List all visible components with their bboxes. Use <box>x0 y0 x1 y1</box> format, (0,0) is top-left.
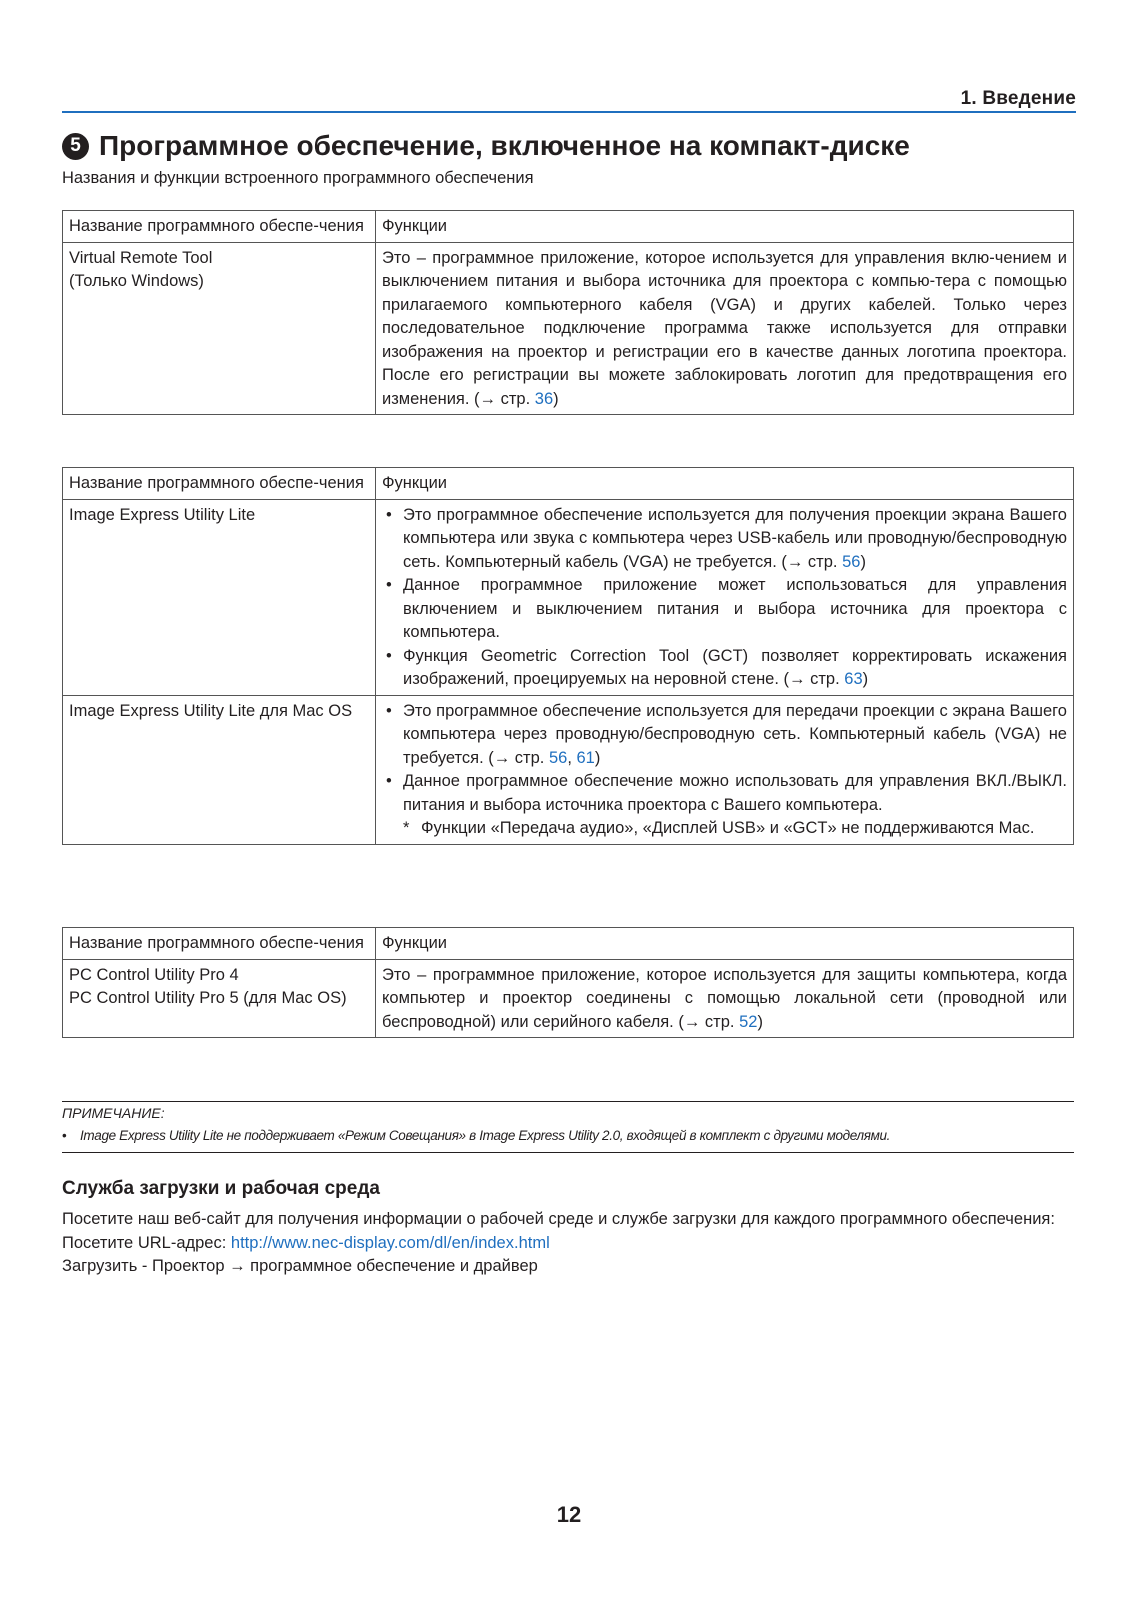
software-name: Virtual Remote Tool <box>69 248 213 267</box>
section-title: Программное обеспечение, включенное на компакт-диске <box>99 130 910 161</box>
name-column-header: Название программного обеспе-чения <box>63 211 376 243</box>
function-text: Это – программное приложение, которое используется для защиты компьютера, когда компьютер и проектор соединены с помощью локальной сети (проводной или беспроводной) или серийного кабеля. (→ стр. <box>382 965 1067 1031</box>
software-name: PC Control Utility Pro 4 <box>69 965 239 984</box>
page-number: 12 <box>556 1502 582 1527</box>
footnote <box>382 817 1067 841</box>
closing-paren: ) <box>860 552 866 571</box>
function-bullet <box>382 504 1067 575</box>
download-paragraph: Посетите наш веб-сайт для получения информации о рабочей среде и службе загрузки для каждого программного обеспечения: <box>62 1210 1055 1228</box>
table-row <box>63 959 1074 1038</box>
name-column-header: Название программного обеспе-чения <box>63 468 376 500</box>
note-bottom-rule <box>62 1152 1074 1153</box>
closing-paren: ) <box>553 389 559 408</box>
function-bullet <box>382 770 1067 817</box>
software-name: PC Control Utility Pro 5 (для Mac OS) <box>69 989 347 1007</box>
download-url-link[interactable]: http://www.nec-display.com/dl/en/index.html <box>230 1233 550 1252</box>
bullet-text: Данное программное обеспечение можно использовать для управления ВКЛ./ВЫКЛ. питания и выбора источника проектора с Вашего компьютера. <box>403 772 1067 814</box>
note-text <box>62 1128 890 1143</box>
software-name-qualifier: (Только Windows) <box>69 272 204 290</box>
software-table-3 <box>62 927 1074 1038</box>
functions-column-header: Функции <box>376 468 1074 500</box>
link-separator: , <box>567 748 577 767</box>
section-heading <box>62 130 910 162</box>
function-text: Это – программное приложение, которое используется для управления вклю-чением и выключением питания и выбора источника для проектора с компью-тера с помощью прилагаемого компьютерного кабеля (VGA) и других кабелей. Только через последовательное подключение программа также используется для отправки изображения на проектор и регистрации его в качестве данных логотипа проектора. После его регистрации вы можете заблокировать логотип для предотвращения его изменения. (→ стр. <box>382 248 1067 408</box>
page-link[interactable]: 52 <box>739 1012 758 1031</box>
functions-column-header: Функции <box>376 928 1074 960</box>
footnote-mark: * <box>403 819 410 837</box>
software-name-cell: Image Express Utility Lite для Mac OS <box>63 695 376 844</box>
manual-page <box>62 0 1076 1600</box>
software-name-cell <box>63 959 376 1038</box>
section-number-badge: 5 <box>62 133 89 160</box>
page-link[interactable]: 36 <box>534 389 554 408</box>
name-column-header: Название программного обеспе-чения <box>63 928 376 960</box>
software-function-cell <box>376 959 1074 1038</box>
software-name-cell: Image Express Utility Lite <box>63 499 376 695</box>
table-header-row <box>63 468 1074 500</box>
table-header-row <box>63 928 1074 960</box>
function-bullet <box>382 700 1067 771</box>
functions-column-header: Функции <box>376 211 1074 243</box>
closing-paren: ) <box>862 670 869 688</box>
header-rule <box>62 111 1076 113</box>
page-link[interactable]: 63 <box>844 670 863 688</box>
table-row <box>63 499 1074 695</box>
page-link[interactable]: 61 <box>576 748 595 767</box>
table-row <box>63 242 1074 415</box>
note-top-rule <box>62 1101 1074 1102</box>
function-bullet <box>382 574 1067 645</box>
table-row <box>63 695 1074 844</box>
section-subtitle: Названия и функции встроенного программного обеспечения <box>62 169 534 187</box>
url-line <box>62 1232 1074 1256</box>
bullet-text: Данное программное приложение может использоваться для управления включением и выключением питания и выбора источника для проектора с компьютера. <box>403 576 1067 641</box>
chapter-label: 1. Введение <box>960 88 1076 109</box>
download-heading: Служба загрузки и рабочая среда <box>62 1178 380 1199</box>
page-link[interactable]: 56 <box>842 552 861 571</box>
bullet-text: Это программное обеспечение используется для получения проекции экрана Вашего компьютера или звука с компьютера через USB-кабель или проводную/беспроводную сеть. Компьютерный кабель (VGA) не требуется. (→ стр. <box>403 505 1067 571</box>
closing-paren: ) <box>757 1012 763 1031</box>
download-path: Загрузить - Проектор → программное обеспечение и драйвер <box>62 1257 538 1275</box>
note-body: Image Express Utility Lite не поддерживает «Режим Совещания» в Image Express Utility 2.0, входящей в комплект с другими моделями. <box>80 1128 891 1143</box>
bullet-text: Это программное обеспечение используется для передачи проекции с экрана Вашего компьютера через проводную/беспроводную сеть. Компьютерный кабель (VGA) не требуется. (→ стр. <box>403 701 1067 767</box>
software-function-cell <box>376 242 1074 415</box>
bullet-text: Функция Geometric Correction Tool (GCT) позволяет корректировать искажения изображений, проецируемых на неровной стене. (→ стр. <box>403 646 1067 688</box>
software-name-cell <box>63 242 376 415</box>
function-bullet <box>382 645 1067 692</box>
software-function-cell <box>376 499 1074 695</box>
footnote-text: Функции «Передача аудио», «Дисплей USB» и «GCT» не поддерживаются Mac. <box>421 819 1035 837</box>
table-header-row <box>63 211 1074 243</box>
software-table-2 <box>62 467 1074 845</box>
page-link[interactable]: 56 <box>548 748 568 767</box>
function-bullet-list <box>382 700 1067 818</box>
note-title: ПРИМЕЧАНИЕ: <box>62 1105 165 1121</box>
url-label: Посетите URL-адрес: <box>62 1233 231 1252</box>
software-function-cell <box>376 695 1074 844</box>
function-bullet-list <box>382 504 1067 692</box>
closing-paren: ) <box>594 748 601 767</box>
note-bullet: • <box>62 1128 67 1143</box>
download-section <box>62 1208 1074 1279</box>
software-table-1 <box>62 210 1074 415</box>
